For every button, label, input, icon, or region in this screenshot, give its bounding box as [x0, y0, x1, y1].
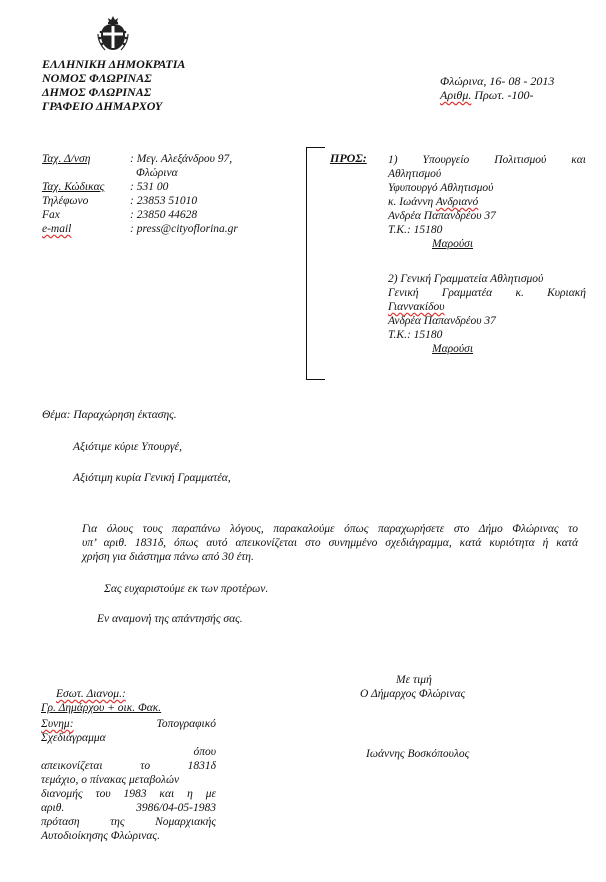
body-line-3: χρήση για διάστημα πάνω από 30 έτη. — [82, 551, 254, 563]
attachments-line6b: 3986/04-05-1983 — [136, 802, 216, 814]
recipient1-line6: Τ.Κ.: 15180 — [388, 224, 443, 236]
header-line-2: ΝΟΜΟΣ ΦΛΩΡΙΝΑΣ — [42, 71, 152, 85]
protocol-label: Αριθμ. — [440, 88, 472, 102]
attachments-line3c: 1831δ — [187, 760, 216, 772]
attachments-line5: διανομής του 1983 και η με — [41, 788, 216, 800]
email-label: e-mail — [42, 223, 72, 235]
salutation-minister: Αξιότιμε κύριε Υπουργέ, — [73, 441, 182, 453]
date-protocol-block — [440, 74, 554, 102]
protocol-number — [440, 88, 554, 102]
recipient2-line4: Ανδρέα Παπανδρέου 37 — [388, 315, 496, 327]
distribution-line-text: Γρ. Δημάρχου + οικ. Φακ. — [41, 702, 162, 714]
body-thanks: Σας ευχαριστούμε εκ των προτέρων. — [104, 583, 269, 595]
distribution-line — [41, 701, 161, 715]
phone-label: Τηλέφωνο — [42, 195, 89, 207]
distribution-label-text: Εσωτ. Διανομ.: — [56, 688, 126, 700]
recipient1-line1: 1) Υπουργείο Πολιτισμού και — [388, 154, 586, 166]
subject-line: Θέμα: Παραχώρηση έκτασης. — [42, 409, 177, 421]
header-line-4: ΓΡΑΦΕΙΟ ΔΗΜΑΡΧΟΥ — [42, 99, 163, 113]
recipient2-line3 — [388, 300, 586, 314]
postal-value: : 531 00 — [130, 181, 169, 193]
attachments-line2b: όπου — [193, 746, 216, 758]
recipient1-name-prefix: κ. Ιωάννη — [388, 196, 436, 208]
closing-title: Ο Δήμαρχος Φλώρινας — [360, 688, 466, 700]
phone-value: : 23853 51010 — [130, 195, 198, 207]
attachments-line3a: απεικονίζεται — [41, 760, 103, 772]
address-label: Ταχ. Δ/νση — [42, 153, 91, 165]
recipient2-line1: 2) Γενική Γραμματεία Αθλητισμού — [388, 273, 544, 285]
attachments-line1: Τοπογραφικό — [156, 718, 216, 730]
greek-coat-of-arms-icon — [95, 10, 131, 54]
issuer-header — [42, 57, 185, 113]
attachments-line8: Αυτοδιοίκησης Φλώρινας. — [41, 830, 160, 842]
attachments-line2a: Σχεδιάγραμμα — [41, 732, 106, 744]
attachments-line6a: αριθ. — [41, 802, 65, 814]
header-line-3: ΔΗΜΟΣ ΦΛΩΡΙΝΑΣ — [42, 85, 152, 99]
header-line-1: ΕΛΛΗΝΙΚΗ ΔΗΜΟΚΡΑΤΙΑ — [42, 57, 186, 71]
fax-value: : 23850 44628 — [130, 209, 198, 221]
attachments-block — [41, 717, 216, 843]
attachments-label: Συνημ: — [41, 718, 74, 730]
attachments-line4: τεμάχιο, ο πίνακας μεταβολών — [41, 774, 180, 786]
recipients-bracket — [306, 147, 325, 380]
postal-label: Ταχ. Κώδικας — [42, 181, 105, 193]
distribution-label — [56, 687, 126, 701]
salutation-secretary: Αξιότιμη κυρία Γενική Γραμματέα, — [73, 472, 231, 484]
signatory-name: Ιωάννης Βοσκόπουλος — [366, 748, 470, 760]
recipient1-city — [432, 237, 473, 251]
letter-date: Φλώρινα, 16- 08 - 2013 — [440, 74, 555, 88]
closing-regards: Με τιμή — [396, 674, 432, 686]
body-line-1: Για όλους τους παραπάνω λόγους, παρακαλούμε όπως παραχωρήσετε στο Δήμο Φλώρινας το — [82, 523, 578, 535]
recipient2-name: Γιαννακίδου — [388, 301, 445, 313]
body-line-2: υπ’ αριθ. 1831δ, όπως αυτό απεικονίζεται στο συνημμένο σχεδιάγραμμα, κατά κυριότητα ή κατά — [82, 537, 578, 549]
protocol-value: Πρωτ. -100- — [471, 88, 534, 102]
recipient1-line3: Υφυπουργό Αθλητισμού — [388, 182, 494, 194]
recipient2-line2: Γενική Γραμματέα κ. Κυριακή — [388, 287, 586, 299]
recipient2-city — [432, 342, 473, 356]
recipient2-line5: Τ.Κ.: 15180 — [388, 329, 443, 341]
attachments-line3b: το — [140, 760, 151, 772]
address-city: Φλώρινα — [136, 167, 178, 179]
recipient1-line2: Αθλητισμού — [388, 168, 442, 180]
sender-contact-block — [42, 152, 238, 236]
recipient1-name: Ανδριανό — [435, 196, 479, 208]
body-awaiting: Εν αναμονή της απάντησής σας. — [97, 613, 243, 625]
recipient1-line4 — [388, 195, 586, 209]
email-value: : press@cityoflorina.gr — [130, 223, 238, 235]
attachments-line7: πρόταση της Νομαρχιακής — [41, 816, 216, 828]
recipient2-city-text: Μαρούσι — [432, 343, 474, 355]
recipients-label: ΠΡΟΣ: — [330, 151, 367, 165]
recipient1-city-text: Μαρούσι — [432, 238, 474, 250]
fax-label: Fax — [42, 209, 60, 221]
address-value: : Μεγ. Αλεξάνδρου 97, — [130, 153, 233, 165]
recipient1-line5: Ανδρέα Παπανδρέου 37 — [388, 210, 496, 222]
